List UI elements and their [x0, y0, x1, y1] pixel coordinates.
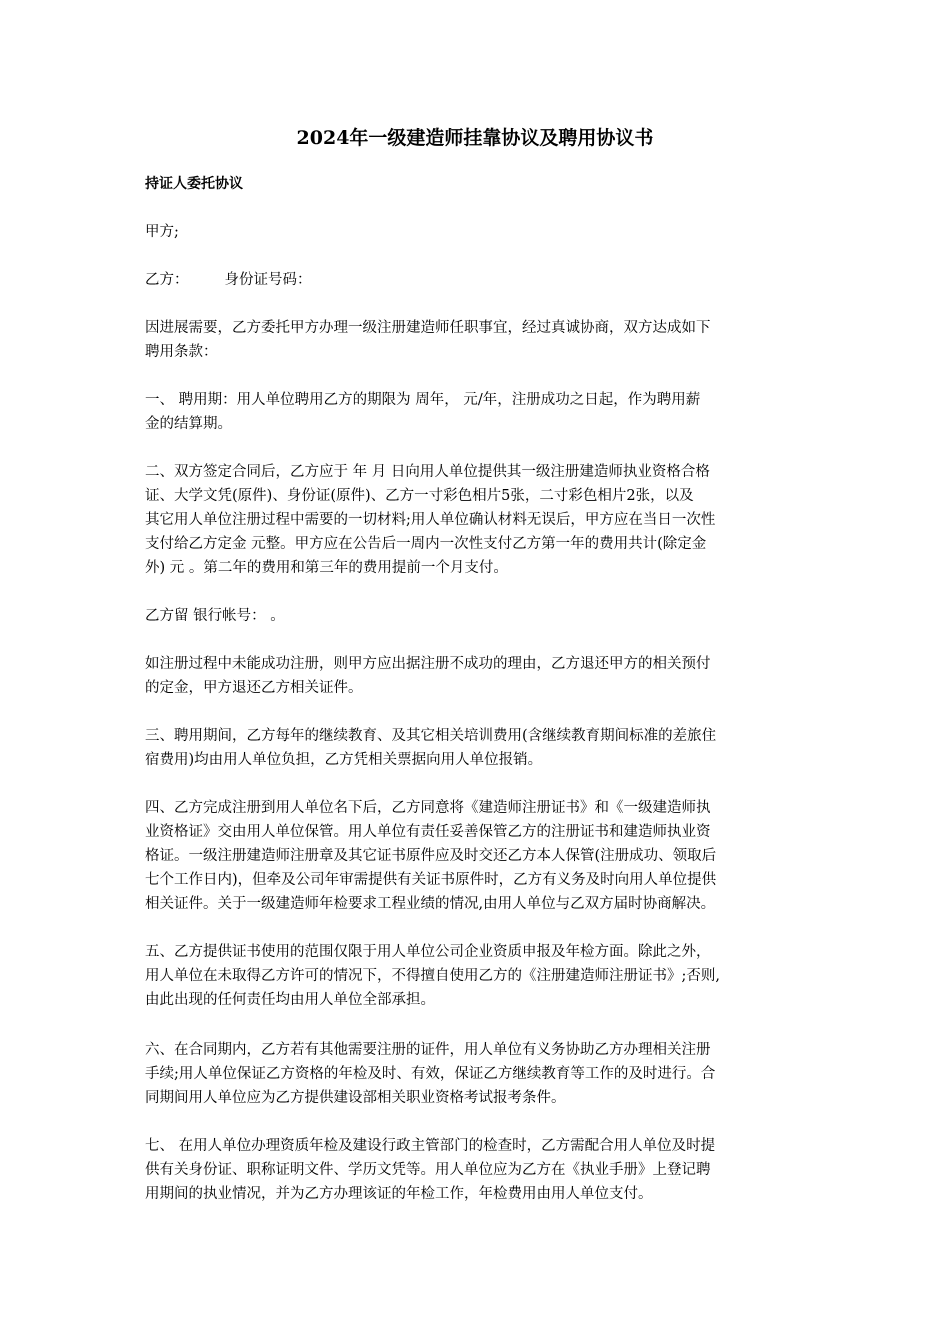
paragraph-line: 同期间用人单位应为乙方提供建设部相关职业资格考试报考条件。 — [145, 1090, 566, 1106]
paragraph-line: 供有关身份证、职称证明文件、学历文凭等。用人单位应为乙方在《执业手册》上登记聘 — [145, 1162, 711, 1178]
paragraph-line: 相关证件。关于一级建造师年检要求工程业绩的情况,由用人单位与乙双方届时协商解决。 — [145, 896, 716, 912]
paragraph-line: 宿费用)均由用人单位负担，乙方凭相关票据向用人单位报销。 — [145, 752, 543, 768]
paragraph-bank-account — [145, 604, 815, 628]
paragraph-clause-1 — [145, 388, 815, 436]
party-b-label: 乙方： — [145, 272, 189, 288]
paragraph-line: 七、 在用人单位办理资质年检及建设行政主管部门的检查时，乙方需配合用人单位及时提 — [145, 1138, 716, 1154]
paragraph-registration-failure — [145, 652, 815, 700]
paragraph-clause-7 — [145, 1134, 815, 1206]
paragraph-line: 聘用条款： — [145, 344, 218, 360]
party-b-row — [145, 268, 815, 292]
paragraph-line: 一、 聘用期：用人单位聘用乙方的期限为 周年， 元/年，注册成功之日起，作为聘用薪 — [145, 392, 701, 408]
paragraph-line: 七个工作日内)，但牵及公司年审需提供有关证书原件时，乙方有义务及时向用人单位提供 — [145, 872, 717, 888]
paragraph-line: 三、聘用期间，乙方每年的继续教育、及其它相关培训费用(含继续教育期间标准的差旅住 — [145, 728, 717, 744]
paragraph-clause-5 — [145, 940, 815, 1012]
paragraph-line: 乙方留 银行帐号： 。 — [145, 608, 285, 624]
paragraph-line: 六、在合同期内，乙方若有其他需要注册的证件，用人单位有义务协助乙方办理相关注册 — [145, 1042, 711, 1058]
paragraph-clause-2 — [145, 460, 815, 580]
party-b-line — [145, 268, 815, 292]
party-a-text: 甲方; — [145, 224, 179, 240]
party-b-id-label: 身份证号码： — [224, 272, 312, 288]
paragraph-line: 五、乙方提供证书使用的范围仅限于用人单位公司企业资质申报及年检方面。除此之外， — [145, 944, 711, 960]
paragraph-line: 手续;用人单位保证乙方资格的年检及时、有效，保证乙方继续教育等工作的及时进行。合 — [145, 1066, 716, 1082]
paragraph-line: 二、双方签定合同后，乙方应于 年 月 日向用人单位提供其一级注册建造师执业资格合格 — [145, 464, 710, 480]
paragraph-line: 的定金，甲方退还乙方相关证件。 — [145, 680, 363, 696]
paragraph-line: 支付给乙方定金 元整。甲方应在公告后一周内一次性支付乙方第一年的费用共计(除定金 — [145, 536, 707, 552]
paragraph-line: 用人单位在未取得乙方许可的情况下，不得擅自使用乙方的《注册建造师注册证书》;否则, — [145, 968, 720, 984]
paragraph-intro — [145, 316, 815, 364]
paragraph-line: 外) 元 。第二年的费用和第三年的费用提前一个月支付。 — [145, 560, 508, 576]
paragraph-line: 证、大学文凭(原件)、身份证(原件)、乙方一寸彩色相片5张，二寸彩色相片2张，以及 — [145, 488, 694, 504]
paragraph-clause-6 — [145, 1038, 815, 1110]
paragraph-line: 用期间的执业情况，并为乙方办理该证的年检工作，年检费用由用人单位支付。 — [145, 1186, 653, 1202]
paragraph-line: 金的结算期。 — [145, 416, 232, 432]
paragraph-line: 格证。一级注册建造师注册章及其它证书原件应及时交还乙方本人保管(注册成功、领取后 — [145, 848, 717, 864]
party-a-line — [145, 220, 815, 244]
document-subtitle: 持证人委托协议 — [145, 176, 243, 192]
document-title: 2024年一级建造师挂靠协议及聘用协议书 — [296, 127, 654, 149]
paragraph-line: 其它用人单位注册过程中需要的一切材料;用人单位确认材料无误后，甲方应在当日一次性 — [145, 512, 716, 528]
paragraph-line: 四、乙方完成注册到用人单位名下后，乙方同意将《建造师注册证书》和《一级建造师执 — [145, 800, 711, 816]
paragraph-line: 由此出现的任何责任均由用人单位全部承担。 — [145, 992, 435, 1008]
paragraph-line: 如注册过程中未能成功注册，则甲方应出据注册不成功的理由，乙方退还甲方的相关预付 — [145, 656, 711, 672]
paragraph-clause-3 — [145, 724, 815, 772]
paragraph-line: 业资格证》交由用人单位保管。用人单位有责任妥善保管乙方的注册证书和建造师执业资 — [145, 824, 711, 840]
paragraph-line: 因进展需要，乙方委托甲方办理一级注册建造师任职事宜，经过真诚协商，双方达成如下 — [145, 320, 711, 336]
paragraph-clause-4 — [145, 796, 815, 916]
